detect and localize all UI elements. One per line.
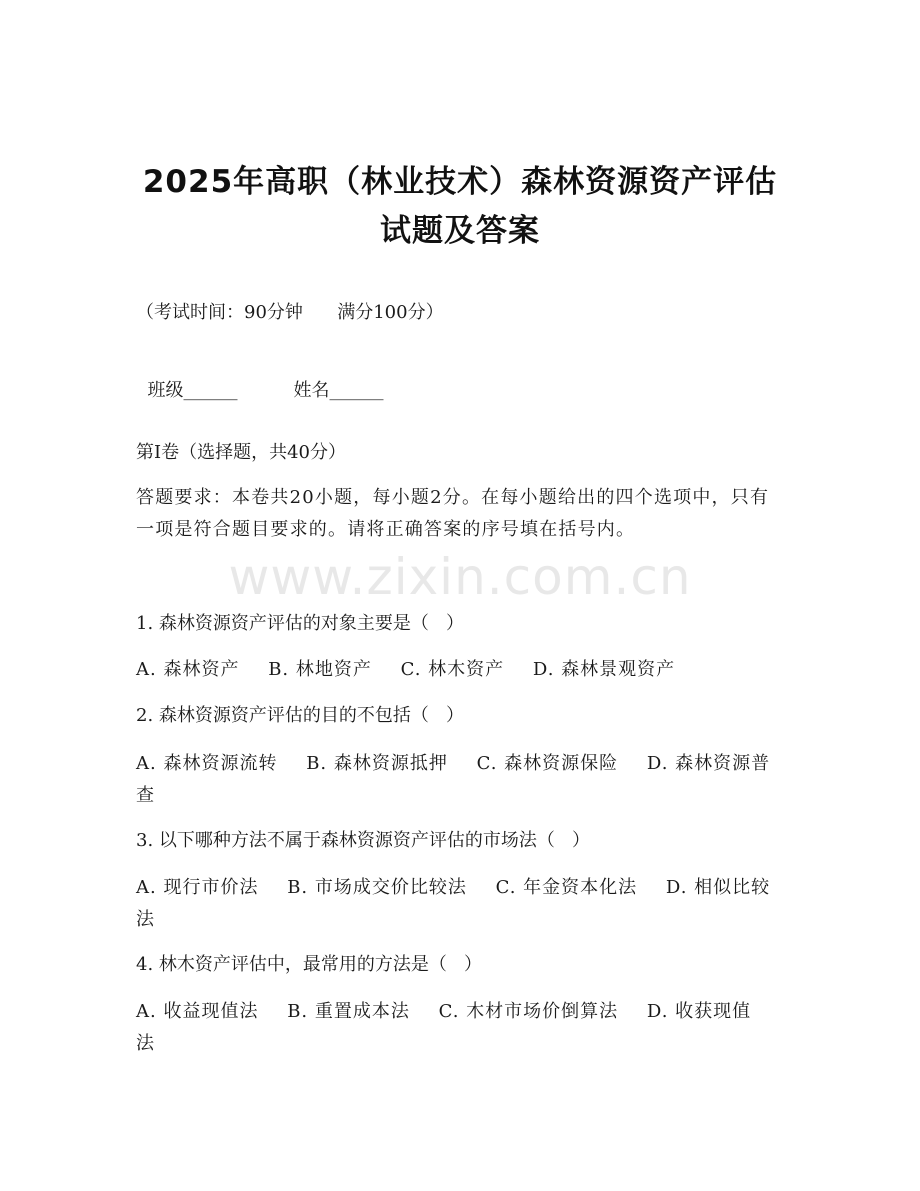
- section-heading: 第I卷（选择题，共40分）: [136, 442, 347, 463]
- q3-option-c: C. 年金资本化法: [495, 877, 638, 898]
- q1-option-b: B. 林地资产: [268, 659, 372, 680]
- q1-option-c: C. 林木资产: [400, 659, 505, 680]
- q3-option-d: D. 相似比较法: [136, 877, 771, 930]
- q4-option-b: B. 重置成本法: [287, 1001, 410, 1022]
- q4-option-d: D. 收获现值法: [136, 1001, 752, 1054]
- q4-option-a: A. 收益现值法: [136, 1001, 259, 1022]
- question-2-options: [136, 748, 781, 812]
- q2-option-d: D. 森林资源普查: [136, 753, 771, 806]
- q2-option-b: B. 森林资源抵押: [306, 753, 448, 774]
- question-1-options: [136, 654, 781, 686]
- q3-option-b: B. 市场成交价比较法: [287, 877, 467, 898]
- q3-option-a: A. 现行市价法: [136, 877, 259, 898]
- question-4-options: [136, 996, 781, 1060]
- q1-option-a: A. 森林资产: [136, 659, 240, 680]
- question-1-stem: 1. 森林资源资产评估的对象主要是（ ）: [136, 613, 465, 634]
- question-3-options: [136, 872, 781, 936]
- document-title-line1: 2025年高职（林业技术）森林资源资产评估: [142, 164, 778, 200]
- question-3-stem: 3. 以下哪种方法不属于森林资源资产评估的市场法（ ）: [136, 830, 591, 851]
- q2-option-c: C. 森林资源保险: [476, 753, 619, 774]
- question-4-stem: 4. 林木资产评估中，最常用的方法是（ ）: [136, 954, 483, 975]
- watermark: www.zixin.com.cn: [228, 548, 692, 606]
- student-info-row: [136, 346, 786, 406]
- class-field-label: 班级______: [147, 380, 238, 401]
- q1-option-d: D. 森林景观资产: [532, 659, 676, 680]
- instructions: 答题要求：本卷共20小题，每小题2分。在每小题给出的四个选项中，只有一项是符合题目要求的。请将正确答案的序号填在括号内。: [136, 487, 770, 540]
- name-field-label: 姓名______: [293, 380, 384, 401]
- q2-option-a: A. 森林资源流转: [136, 753, 278, 774]
- document-title-line2: 试题及答案: [380, 213, 540, 249]
- exam-info: （考试时间：90分钟 满分100分）: [136, 302, 444, 323]
- q4-option-c: C. 木材市场价倒算法: [438, 1001, 619, 1022]
- question-2-stem: 2. 森林资源资产评估的目的不包括（ ）: [136, 705, 465, 726]
